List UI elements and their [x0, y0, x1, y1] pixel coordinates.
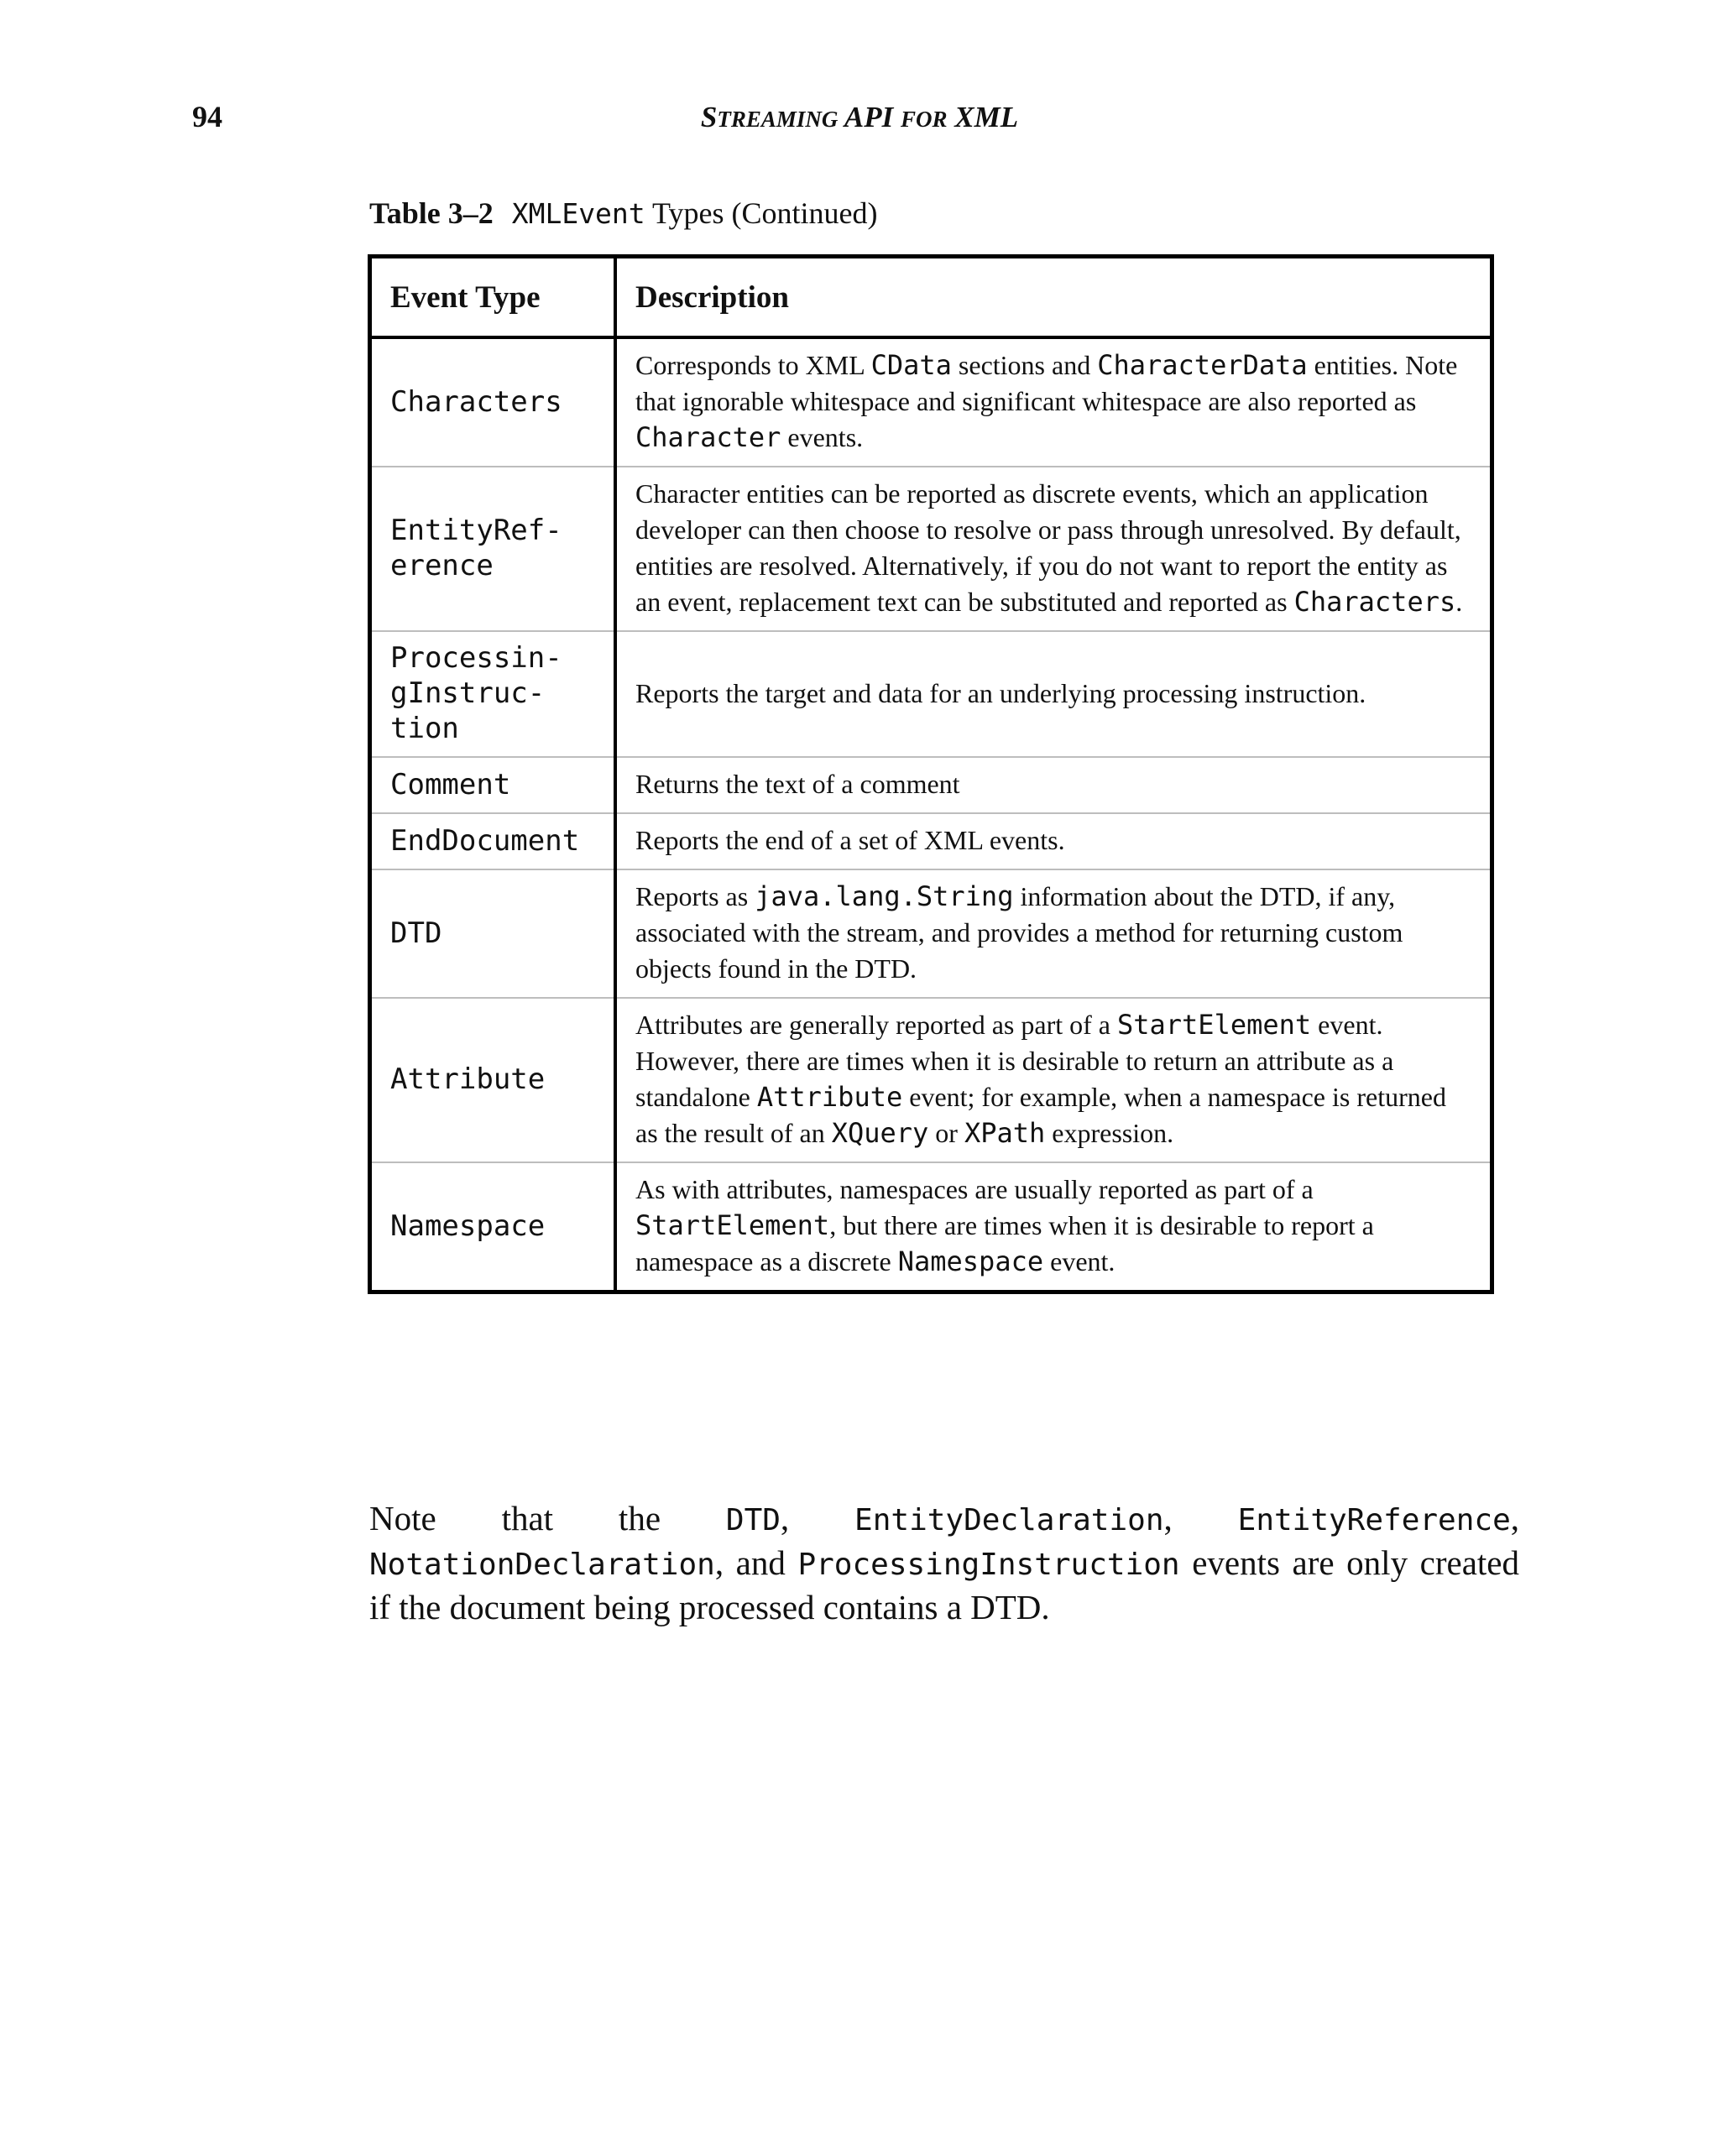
page-number: 94 [192, 100, 222, 133]
event-type-cell [370, 869, 616, 998]
event-type-line: EndDocument [390, 823, 580, 858]
text-run: Corresponds to XML [635, 350, 871, 380]
text-run: events. [781, 422, 864, 452]
code-term: CData [870, 349, 952, 381]
column-header-event-type: Event Type [370, 257, 616, 338]
table-header-row [370, 257, 1492, 338]
event-type-line: EntityRef- [390, 514, 562, 547]
text-run: Character entities can be reported as discrete events, which an application developer can then choose to resolve or pass through unresolved. By default, entities are resolved. Alternatively, if you do not want to report the entity as an event, replacement text can be substituted and reported as [635, 478, 1461, 617]
code-term: DTD [725, 1503, 781, 1537]
description-cell [615, 467, 1492, 631]
text-run: Attributes are generally reported as part of a [635, 1010, 1117, 1040]
event-type-line: Processin- [390, 641, 562, 675]
table-body [370, 337, 1492, 1292]
text-run: sections and [951, 350, 1098, 380]
description-cell [615, 998, 1492, 1162]
code-term: Namespace [897, 1245, 1044, 1277]
table-caption-code: XMLEvent [511, 197, 645, 230]
table-row [370, 467, 1492, 631]
event-type-cell [370, 631, 616, 757]
code-term: ProcessingInstruction [797, 1548, 1180, 1582]
text-run: , but there are times when it is desirable to report a namespace as a discrete [635, 1210, 1374, 1276]
event-type-line: Attribute [390, 1062, 546, 1096]
code-term: java.lang.String [755, 880, 1014, 912]
table-caption-label: Table 3–2 [369, 196, 494, 230]
description-cell [615, 337, 1492, 467]
event-type-cell [370, 1162, 616, 1292]
description-cell [615, 869, 1492, 998]
code-term: StartElement [635, 1209, 830, 1241]
running-head-s: S [700, 101, 718, 133]
event-type-line: erence [390, 549, 494, 582]
description-cell [615, 1162, 1492, 1292]
text-run: Returns the text of a comment [635, 769, 960, 799]
table-row [370, 757, 1492, 813]
table-row [370, 998, 1492, 1162]
text-run: expression. [1045, 1118, 1174, 1148]
text-run: entities. Note that ignorable whitespace and significant whitespace are also reported as [635, 350, 1458, 416]
running-head-treaming: TREAMING [717, 107, 839, 132]
text-run: Reports the target and data for an underlying processing instruction. [635, 677, 1366, 708]
event-types-table [368, 254, 1494, 1294]
event-type-cell [370, 757, 616, 813]
event-type-cell [370, 337, 616, 467]
text-run: Note that the [369, 1499, 726, 1537]
text-run: . [1455, 587, 1463, 617]
table-row [370, 869, 1492, 998]
event-type-cell [370, 813, 616, 869]
table-row [370, 631, 1492, 757]
table-row [370, 337, 1492, 467]
event-type-line: Comment [390, 767, 511, 801]
event-type-line: DTD [390, 916, 442, 950]
column-header-description: Description [615, 257, 1492, 338]
code-term: Characters [1293, 586, 1456, 618]
text-run: , [1510, 1499, 1519, 1537]
description-cell [615, 757, 1492, 813]
table-caption [369, 196, 877, 231]
text-run: information about the DTD, if any, associated with the stream, and provides a method for returning custom objects found in the DTD. [635, 881, 1403, 984]
event-type-line: gInstruc- [390, 676, 546, 710]
running-head [0, 101, 1719, 134]
code-term: StartElement [1116, 1009, 1312, 1041]
text-run: events are only created if the document being processed contains a DTD. [369, 1543, 1519, 1626]
text-run: or [928, 1118, 964, 1148]
event-type-line: tion [390, 712, 459, 745]
code-term: XQuery [831, 1117, 929, 1149]
description-cell [615, 631, 1492, 757]
code-term: Character [635, 421, 781, 453]
text-run: Reports the end of a set of XML events. [635, 825, 1065, 855]
event-type-cell [370, 467, 616, 631]
description-cell [615, 813, 1492, 869]
text-run: Reports as [635, 881, 755, 911]
code-term: CharacterData [1097, 349, 1308, 381]
text-run: , [780, 1499, 855, 1537]
text-run: , [1163, 1499, 1238, 1537]
running-head-xml: XML [954, 101, 1019, 133]
table-caption-text: Types (Continued) [652, 196, 878, 230]
code-term: Attribute [756, 1081, 903, 1113]
running-head-api: API [844, 101, 894, 133]
event-type-line: Namespace [390, 1209, 546, 1243]
code-term: NotationDeclaration [369, 1548, 715, 1582]
text-run: , and [714, 1543, 798, 1582]
code-term: EntityReference [1237, 1503, 1511, 1537]
table-row [370, 813, 1492, 869]
event-type-line: Characters [390, 384, 562, 419]
event-type-cell [370, 998, 616, 1162]
text-run: event. [1043, 1246, 1116, 1276]
text-run: event. However, there are times when it is desirable to return an attribute as a standalone [635, 1010, 1394, 1112]
body-paragraph [369, 1497, 1519, 1628]
text-run: event; for example, when a namespace is returned as the result of an [635, 1082, 1446, 1148]
text-run: As with attributes, namespaces are usually reported as part of a [635, 1174, 1314, 1204]
running-head-for: FOR [900, 107, 948, 132]
code-term: XPath [964, 1117, 1046, 1149]
code-term: EntityDeclaration [854, 1503, 1164, 1537]
table-row [370, 1162, 1492, 1292]
